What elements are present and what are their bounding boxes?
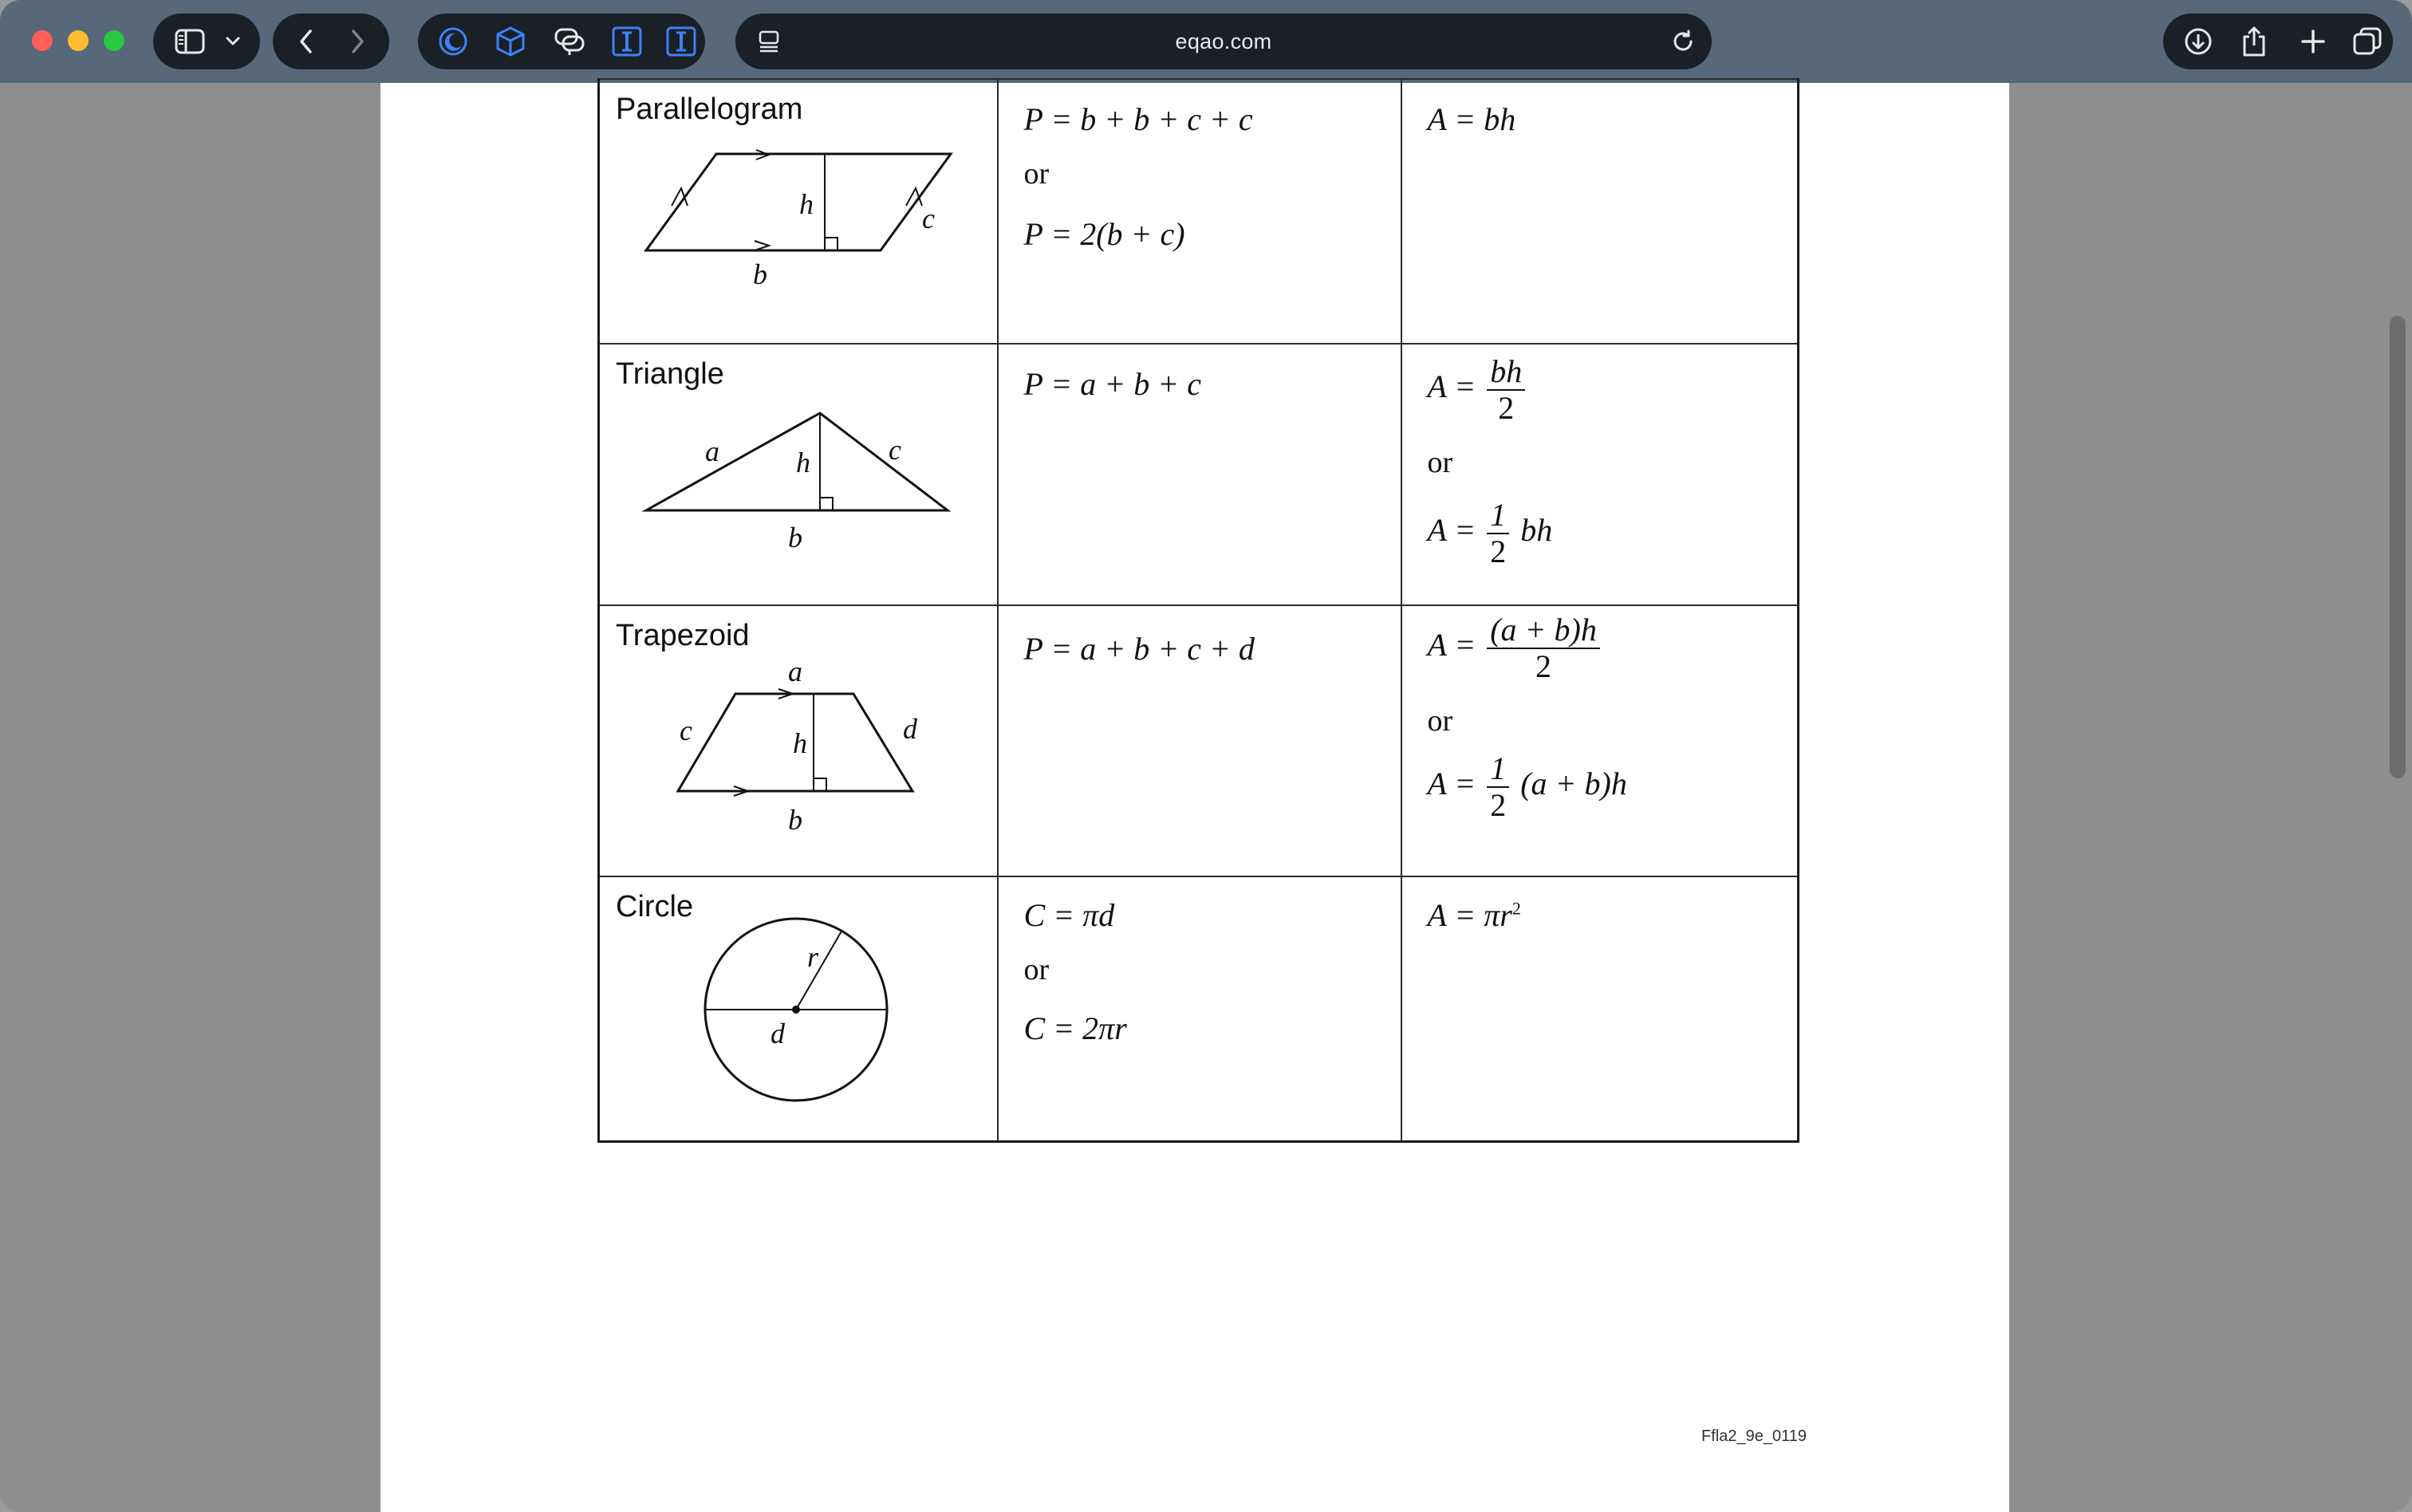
triangle-figure [600,345,999,606]
shape-name: Trapezoid [616,619,750,652]
table-row [599,344,1799,605]
perimeter-formula: P = a + b + c + d [1023,631,1255,667]
perimeter-cell [998,876,1401,1141]
zoom-window-button[interactable] [104,30,124,51]
fraction [1487,751,1509,823]
label-h: h [796,447,810,478]
label-h: h [799,188,814,220]
chevron-down-icon[interactable] [217,14,249,69]
parallelogram-outline [646,154,951,250]
trapezoid-figure [600,606,999,877]
sidebar-control-group [153,14,260,69]
or-text: or [1023,157,1050,191]
sidebar-icon[interactable] [166,14,214,69]
navigation-group [273,14,389,69]
document-page [380,83,2009,1512]
label-b: b [788,804,802,836]
circumference-formula-alt: C = 2πr [1023,1010,1127,1046]
circle-figure [600,877,999,1142]
shape-name: Circle [616,890,694,923]
shape-name: Triangle [616,357,724,391]
right-angle-mark [825,238,838,250]
document-code: Ffla2_9e_0119 [1701,1427,1807,1445]
chat-icon[interactable] [546,14,593,69]
actions-group [2163,14,2393,69]
right-angle-mark [814,778,826,791]
new-tab-icon[interactable] [2289,14,2337,69]
fraction [1487,498,1509,569]
share-icon[interactable] [2230,14,2278,69]
fraction-numerator: 1 [1487,751,1509,788]
tabs-overview-icon[interactable] [2343,14,2391,69]
fraction-numerator: 1 [1487,498,1509,534]
minimize-window-button[interactable] [68,30,89,51]
right-angle-mark [820,498,833,510]
url-text[interactable]: eqao.com [1175,30,1272,53]
back-arrow-icon[interactable] [284,14,329,69]
text-cursor-icon[interactable] [657,14,705,69]
area-lhs: A = [1427,512,1476,549]
label-b: b [788,522,802,553]
perimeter-formula-alt: P = 2(b + c) [1023,216,1185,252]
area-formula [1428,896,1521,934]
or-text: or [1427,704,1453,738]
shape-cell [599,344,998,605]
shape-name: Parallelogram [616,93,803,126]
fraction-denominator: 2 [1498,390,1515,426]
shape-cell [599,79,998,344]
area-cell [1401,605,1799,876]
download-icon[interactable] [2174,14,2222,69]
area-base: A = πr [1427,897,1512,933]
area-formula-alt [1428,751,1627,823]
or-text: or [1427,446,1453,479]
label-b: b [753,258,767,290]
or-text: or [1023,953,1050,986]
extensions-group [418,14,705,69]
fraction [1487,612,1600,684]
label-r: r [807,941,819,973]
parallelogram-figure [600,80,999,345]
perimeter-cell [998,344,1401,605]
area-formula [1428,612,1603,684]
perimeter-formula: P = a + b + c [1023,366,1201,402]
area-formula [1428,354,1529,426]
area-cell [1401,876,1799,1141]
label-c: c [680,715,692,746]
label-d: d [903,713,917,745]
table-row [599,876,1799,1141]
center-point [792,1006,800,1014]
perimeter-formula: P = b + b + c + c [1023,101,1253,137]
address-bar[interactable] [735,14,1712,69]
area-formula: A = bh [1427,101,1516,137]
night-mode-icon[interactable] [429,14,477,69]
radius-line [796,930,842,1010]
reload-icon[interactable] [1661,14,1705,69]
forward-arrow-icon[interactable] [335,14,380,69]
fraction-numerator: bh [1487,354,1525,391]
label-d: d [770,1018,785,1049]
fraction [1487,354,1525,426]
label-a: a [705,435,719,467]
area-rest: bh [1520,512,1553,549]
area-formula-alt [1428,498,1553,569]
perimeter-cell [998,605,1401,876]
label-h: h [793,727,807,759]
fraction-denominator: 2 [1490,534,1507,569]
table-row [599,605,1799,876]
vertical-scrollbar[interactable] [2390,316,2406,778]
area-exponent: 2 [1511,898,1521,919]
shape-cell [599,605,998,876]
label-a: a [788,656,802,687]
area-cell [1401,79,1799,344]
text-cursor-icon[interactable] [603,14,651,69]
area-lhs: A = [1427,627,1476,663]
area-lhs: A = [1427,766,1476,802]
fraction-numerator: (a + b)h [1487,612,1600,649]
area-rest: (a + b)h [1520,766,1627,802]
label-c: c [922,203,935,234]
cube-icon[interactable] [487,14,534,69]
parallel-mark [755,241,769,250]
browser-toolbar [0,0,2412,83]
formula-table [597,78,1799,1143]
fraction-denominator: 2 [1490,787,1507,823]
fraction-denominator: 2 [1535,648,1552,684]
area-lhs: A = [1427,368,1476,405]
window-controls [32,30,124,51]
table-row [599,79,1799,344]
area-cell [1401,344,1799,605]
perimeter-cell [998,79,1401,344]
shape-cell [599,876,998,1141]
circumference-formula: C = πd [1023,897,1115,933]
close-window-button[interactable] [32,30,53,51]
label-c: c [889,434,901,466]
